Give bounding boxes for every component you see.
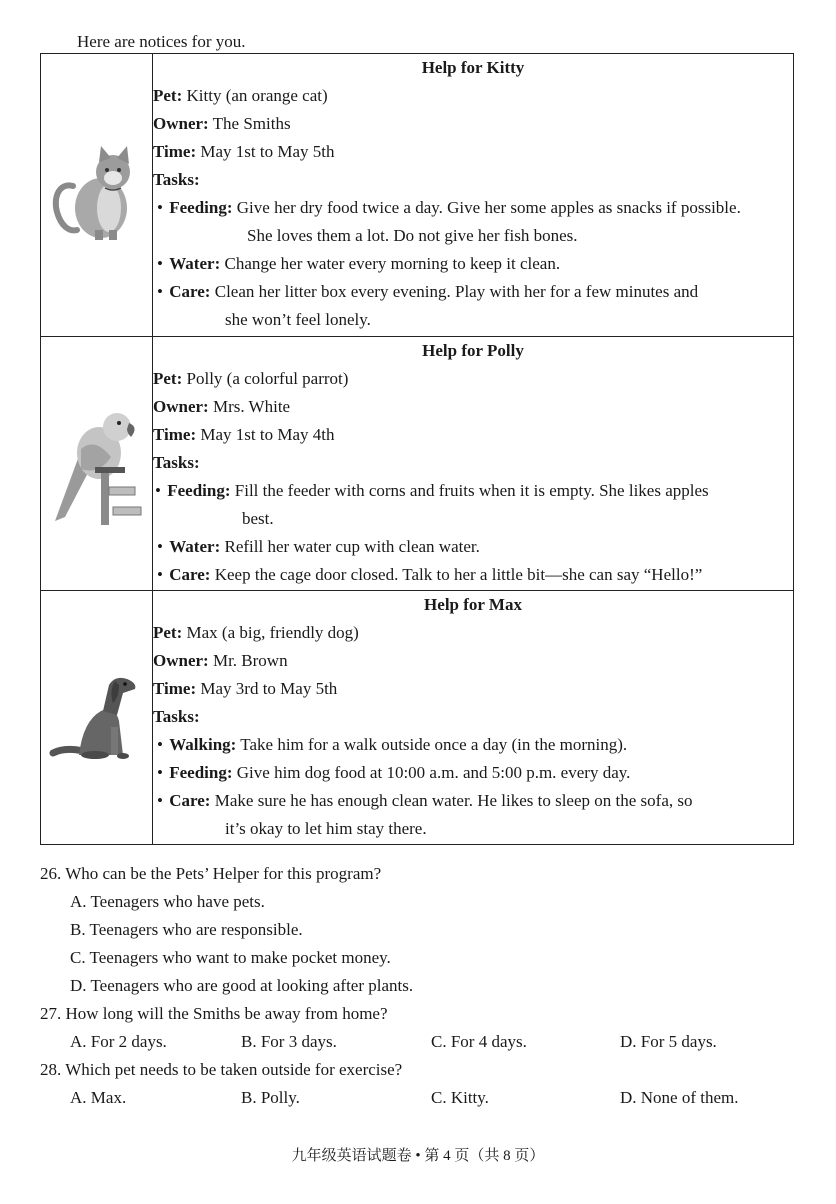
pet-label: Pet: bbox=[153, 86, 183, 105]
notice-title: Help for Polly bbox=[422, 341, 524, 360]
option-27a: A. For 2 days. bbox=[70, 1032, 167, 1051]
notice-title: Help for Max bbox=[424, 595, 522, 614]
task-item bbox=[153, 250, 793, 278]
bullet-glyph: • bbox=[157, 537, 163, 556]
time-line bbox=[153, 421, 793, 449]
pet-image-cell bbox=[41, 54, 153, 337]
bullet-glyph: • bbox=[157, 282, 163, 301]
options-28 bbox=[40, 1084, 800, 1112]
task-item bbox=[153, 194, 793, 250]
task-label: Water: bbox=[169, 537, 221, 556]
bullet-glyph: • bbox=[157, 565, 163, 584]
option-27b: B. For 3 days. bbox=[241, 1032, 337, 1051]
pet-label: Pet: bbox=[153, 623, 183, 642]
pet-line bbox=[153, 619, 793, 647]
option-26d: D. Teenagers who are good at looking after plants. bbox=[70, 976, 414, 995]
questions-section bbox=[40, 860, 800, 1112]
notice-info-max bbox=[153, 591, 794, 845]
task-item bbox=[153, 561, 793, 589]
task-label: Walking: bbox=[169, 735, 237, 754]
time-value: May 3rd to May 5th bbox=[200, 679, 338, 698]
option-28c: C. Kitty. bbox=[431, 1088, 489, 1107]
bullet-glyph: • bbox=[157, 735, 163, 754]
option-26b: B. Teenagers who are responsible. bbox=[70, 920, 303, 939]
tasks-label: Tasks: bbox=[153, 453, 200, 472]
bullet-glyph: • bbox=[157, 198, 163, 217]
task-continuation: it’s okay to let him stay there. bbox=[225, 819, 427, 838]
owner-line bbox=[153, 110, 793, 138]
task-continuation: she won’t feel lonely. bbox=[225, 310, 371, 329]
owner-label: Owner: bbox=[153, 114, 209, 133]
time-value: May 1st to May 4th bbox=[200, 425, 335, 444]
time-value: May 1st to May 5th bbox=[200, 142, 335, 161]
task-label: Care: bbox=[169, 282, 211, 301]
owner-line bbox=[153, 393, 793, 421]
bullet-glyph: • bbox=[157, 254, 163, 273]
pet-image-cell bbox=[41, 337, 153, 591]
question-26: 26. Who can be the Pets’ Helper for this program? bbox=[40, 864, 382, 883]
task-text: Keep the cage door closed. Talk to her a little bit—she can say “Hello!” bbox=[214, 565, 703, 584]
notice-row-polly bbox=[41, 337, 794, 591]
owner-label: Owner: bbox=[153, 397, 209, 416]
task-text: Clean her litter box every evening. Play with her for a few minutes and bbox=[214, 282, 699, 301]
bullet-glyph: • bbox=[157, 763, 163, 782]
task-item bbox=[153, 278, 793, 334]
bullet-glyph: • bbox=[155, 481, 161, 500]
time-line bbox=[153, 675, 793, 703]
cat-illustration bbox=[51, 146, 141, 246]
notice-row-max bbox=[41, 591, 794, 845]
page-footer: 九年级英语试题卷 • 第 4 页（共 8 页） bbox=[291, 1148, 545, 1164]
option-28d: D. None of them. bbox=[620, 1088, 739, 1107]
option-27c: C. For 4 days. bbox=[431, 1032, 527, 1051]
question-28: 28. Which pet needs to be taken outside for exercise? bbox=[40, 1060, 403, 1079]
task-label: Feeding: bbox=[169, 198, 233, 217]
pet-value: Max (a big, friendly dog) bbox=[186, 623, 359, 642]
task-text: Make sure he has enough clean water. He likes to sleep on the sofa, so bbox=[214, 791, 693, 810]
task-label: Care: bbox=[169, 565, 211, 584]
task-item bbox=[153, 477, 793, 533]
notice-title: Help for Kitty bbox=[421, 58, 525, 77]
pet-value: Polly (a colorful parrot) bbox=[186, 369, 349, 388]
task-label: Feeding: bbox=[169, 763, 233, 782]
option-27d: D. For 5 days. bbox=[620, 1032, 717, 1051]
option-26a: A. Teenagers who have pets. bbox=[70, 892, 265, 911]
option-26c: C. Teenagers who want to make pocket money. bbox=[70, 948, 391, 967]
time-label: Time: bbox=[153, 425, 197, 444]
owner-value: The Smiths bbox=[212, 114, 291, 133]
owner-line bbox=[153, 647, 793, 675]
tasks-label: Tasks: bbox=[153, 707, 200, 726]
owner-label: Owner: bbox=[153, 651, 209, 670]
option-28a: A. Max. bbox=[70, 1088, 127, 1107]
task-continuation: best. bbox=[242, 509, 274, 528]
pet-image-cell bbox=[41, 591, 153, 845]
time-line bbox=[153, 138, 793, 166]
owner-value: Mrs. White bbox=[212, 397, 291, 416]
task-continuation: She loves them a lot. Do not give her fish bones. bbox=[247, 226, 578, 245]
options-27 bbox=[40, 1028, 800, 1056]
owner-value: Mr. Brown bbox=[212, 651, 288, 670]
task-text: Change her water every morning to keep it clean. bbox=[224, 254, 561, 273]
pet-value: Kitty (an orange cat) bbox=[186, 86, 328, 105]
task-text: Fill the feeder with corns and fruits when it is empty. She likes apples bbox=[234, 481, 709, 500]
task-item bbox=[153, 759, 793, 787]
dog-illustration bbox=[49, 671, 145, 761]
option-28b: B. Polly. bbox=[241, 1088, 300, 1107]
question-27: 27. How long will the Smiths be away from home? bbox=[40, 1004, 388, 1023]
task-text: Give her dry food twice a day. Give her some apples as snacks if possible. bbox=[236, 198, 741, 217]
task-label: Water: bbox=[169, 254, 221, 273]
intro-text: Here are notices for you. bbox=[77, 32, 246, 51]
notice-info-kitty bbox=[153, 54, 794, 337]
tasks-label: Tasks: bbox=[153, 170, 200, 189]
pet-line bbox=[153, 82, 793, 110]
parrot-illustration bbox=[51, 409, 147, 527]
time-label: Time: bbox=[153, 679, 197, 698]
task-label: Feeding: bbox=[167, 481, 231, 500]
notice-info-polly bbox=[153, 337, 794, 591]
pet-label: Pet: bbox=[153, 369, 183, 388]
bullet-glyph: • bbox=[157, 791, 163, 810]
time-label: Time: bbox=[153, 142, 197, 161]
task-text: Take him for a walk outside once a day (in the morning). bbox=[240, 735, 628, 754]
task-text: Give him dog food at 10:00 a.m. and 5:00 p.m. every day. bbox=[236, 763, 631, 782]
task-item bbox=[153, 533, 793, 561]
task-item bbox=[153, 787, 793, 843]
task-item bbox=[153, 731, 793, 759]
task-label: Care: bbox=[169, 791, 211, 810]
notices-table bbox=[40, 53, 794, 845]
task-text: Refill her water cup with clean water. bbox=[224, 537, 480, 556]
pet-line bbox=[153, 365, 793, 393]
notice-row-kitty bbox=[41, 54, 794, 337]
